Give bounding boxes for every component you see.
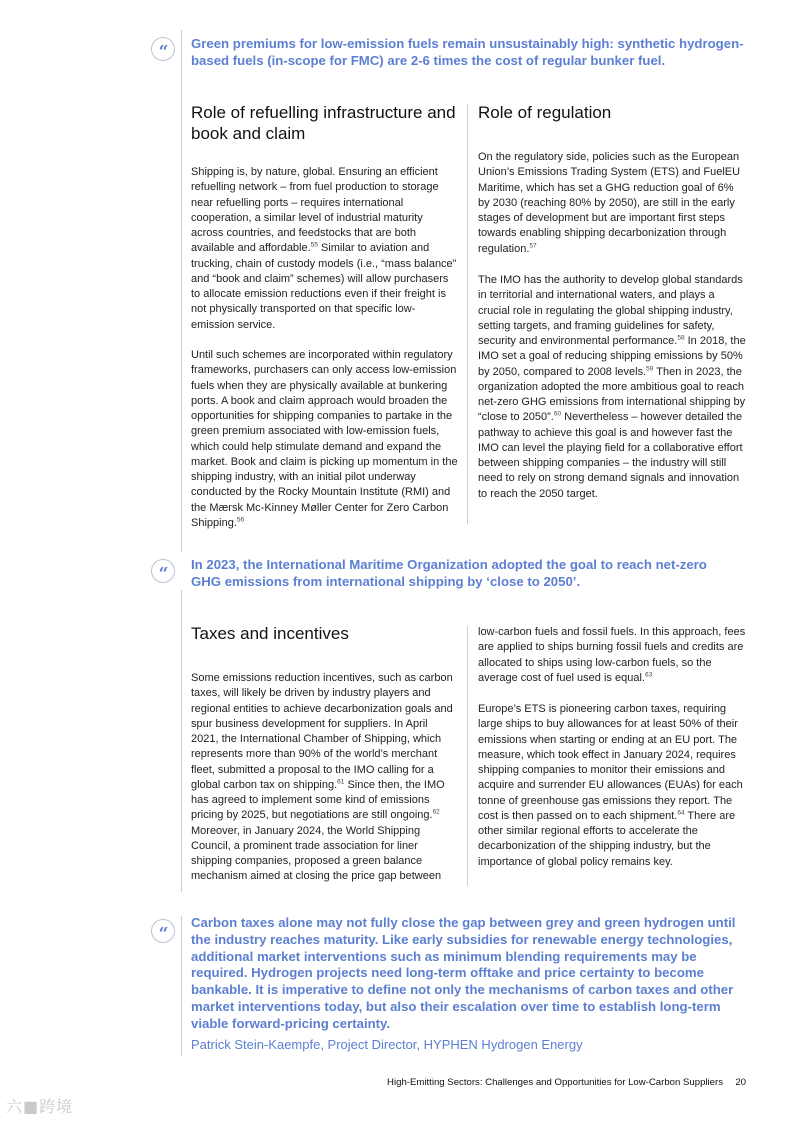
column-divider-bottom (467, 626, 468, 886)
left-rule-top (181, 30, 182, 552)
taxes-paragraph-1: Some emissions reduction incentives, such as carbon taxes, will likely be driven by industry players and regional entities to achieve decarbonization goals and spur business development for suppliers. In April 2021, the International Chamber of Shipping, which represents more than 90% of the world’s merchant fleet, submitted a proposal to the IMO calling for a global carbon tax on shipping.$^{61}$ Since then, the IMO has agreed to implement some kind of emissions pricing by 2025, but negotiations are still ongoing.$^{62}$ Moreover, in January 2024, the World Shipping Council, a prominent trade association for liner shipping companies, proposed a green balance mechanism aimed at closing the price gap between (191, 672, 453, 883)
quote-icon: “ (151, 919, 175, 943)
pull-quote-1: Green premiums for low-emission fuels remain unsustainably high: synthetic hydrogen-based fuels (in-scope for FMC) are 2-6 times the cost of regular bunker fuel. (191, 36, 744, 68)
footer-title: High-Emitting Sectors: Challenges and Opportunities for Low-Carbon Suppliers (387, 1077, 723, 1088)
left-rule-middle (181, 590, 182, 892)
heading-regulation: Role of regulation (478, 103, 612, 122)
taxes-paragraph-3: Europe’s ETS is pioneering carbon taxes, requiring large ships to buy allowances for at least 50% of their emissions when starting or ending at an EU port. The measure, which took effect in January 2024, requires shipping companies to monitor their emissions and acquire and surrender EU allowances (EUAs) for each tonne of greenhouse gas emissions they report. The cost is then passed on to each shipment.$^{64}$ There are other similar regional efforts to accelerate the decarbonization of the shipping industry, but the importance of global policy remains key. (478, 703, 743, 868)
watermark: 六■跨境 (6, 1097, 74, 1116)
pull-quote-2: In 2023, the International Maritime Organization adopted the goal to reach net-zero GHG emissions from international shipping by ‘close to 2050’. (191, 557, 707, 589)
regulation-paragraph-2: The IMO has the authority to develop global standards in territorial and international waters, and plays a crucial role in regulating the global shipping industry, setting targets, and framing guidelines for safety, security and environmental performance.$^{58}$ In 2018, the IMO set a goal of reducing shipping emissions by 50% by 2050, compared to 2008 levels.$^{59}$ Then in 2023, the organization adopted the more ambitious goal to reach net-zero GHG emissions from international shipping by “close to 2050”.$^{60}$ Nevertheless – however detailed the pathway to achieve this goal is and however fast the IMO can level the playing field for a collaborative effort between shipping companies – the industry will still need to rely on strong demand signals and innovation to reach the 2050 target. (478, 274, 746, 500)
quote-icon: “ (151, 559, 175, 583)
page-number: 20 (735, 1077, 746, 1088)
quote-icon: “ (151, 37, 175, 61)
heading-taxes: Taxes and incentives (191, 624, 349, 643)
heading-refuelling: Role of refuelling infrastructure and book and claim (191, 103, 456, 143)
taxes-paragraph-2: low-carbon fuels and fossil fuels. In this approach, fees are applied to ships burning fossil fuels and credits are allocated to ships using low-carbon fuels, so the average cost of fuel used is equal.$^{63}$ (478, 626, 746, 684)
pull-quote-3: Carbon taxes alone may not fully close the gap between grey and green hydrogen until the industry reaches maturity. Like early subsidies for renewable energy technologies, additional market interventions such as minimum blending requirements may be required. Hydrogen projects need long-term offtake and price certainty to become bankable. It is imperative to define not only the mechanisms of carbon taxes and other market interventions today, but also their escalation over time to establish long-term viable forward-pricing certainty. (191, 915, 736, 1031)
left-rule-bottom (181, 916, 182, 1056)
regulation-paragraph-1: On the regulatory side, policies such as the European Union’s Emissions Trading System (ETS) and FuelEU Maritime, which has set a GHG reduction goal of 6% by 2030 (reaching 80% by 2050), are still in the early stages of development but are important first steps towards enabling shipping decarbonization through regulation.$^{57}$ (478, 151, 741, 255)
quote-attribution: Patrick Stein-Kaempfe, Project Director, HYPHEN Hydrogen Energy (191, 1037, 583, 1052)
refuelling-paragraph-1: Shipping is, by nature, global. Ensuring an efficient refuelling network – from fuel production to storage near refuelling ports – requires international cooperation, a similar level of industrial maturity across countries, and feedstocks that are both available and affordable.$^{55}$ Similar to aviation and trucking, chain of custody models (i.e., “mass balance” and “book and claim” schemes) will allow purchasers to allocate emission reductions even if their freight is not physically transported on that specific low-emission service. (191, 166, 457, 331)
column-divider-top (467, 104, 468, 524)
refuelling-paragraph-2: Until such schemes are incorporated within regulatory frameworks, purchasers can only access low-emission fuels when they are physically available at bunkering ports. A book and claim approach would broaden the opportunities for shipping companies to partake in the green premium associated with low-emission fuels, which could help stimulate demand and expand the market. Book and claim is picking up momentum in the shipping industry, with an initial pilot underway conducted by the Rocky Mountain Institute (RMI) and the Mærsk Mc-Kinney Møller Center for Zero Carbon Shipping.$^{56}$ (191, 349, 458, 529)
